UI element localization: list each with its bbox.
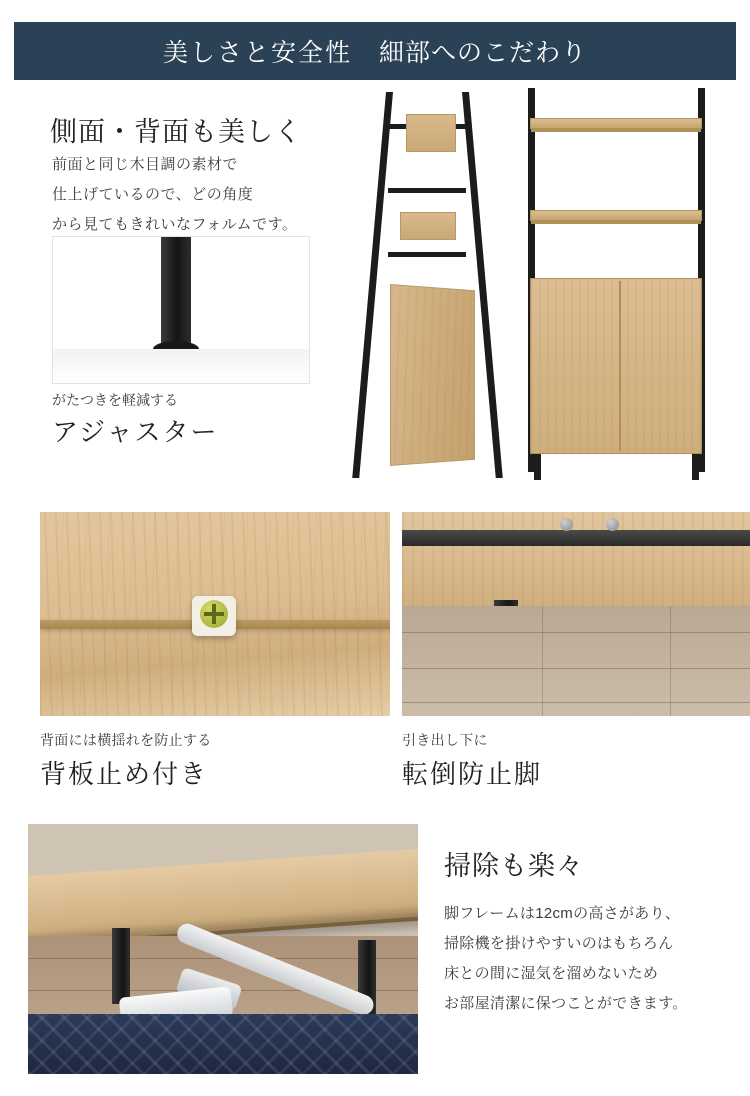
- metal-leg: [161, 236, 191, 347]
- floor-plank-line: [402, 668, 750, 669]
- banner-title-sub: 細部へのこだわり: [378, 39, 587, 67]
- ladder-rack-photo: [334, 88, 736, 488]
- card-caption-small: 引き出し下に: [402, 732, 488, 748]
- rack-rung: [388, 252, 466, 257]
- section-side-back-body: [52, 150, 297, 240]
- section-side-back-heading: 側面・背面も美しく: [50, 117, 302, 147]
- rack-shelf-board: [530, 210, 702, 221]
- floor-surface: [53, 349, 309, 383]
- cleaning-text-block: [444, 844, 744, 1019]
- wood-grain-texture: [402, 512, 750, 612]
- rack-post-left: [352, 92, 393, 478]
- cleaning-line-4: お部屋清潔に保つことができます。: [444, 995, 688, 1012]
- rack-shelf-board: [406, 114, 456, 152]
- cleaning-heading: 掃除も楽々: [444, 851, 584, 881]
- floor-surface: [402, 606, 750, 716]
- rack-front-view: [512, 88, 720, 480]
- feature-card-back-panel: [40, 512, 390, 791]
- header-banner: [14, 22, 736, 80]
- banner-title: [163, 33, 587, 69]
- floor-plank-line: [402, 632, 750, 633]
- rack-cabinet-front: [530, 278, 702, 454]
- drawer-slide-rail: [402, 530, 750, 546]
- banner-title-main: 美しさと安全性: [163, 39, 353, 67]
- cabinet-door-divider: [619, 281, 621, 451]
- body-line-3: から見てもきれいなフォルムです。: [52, 216, 298, 233]
- card-caption-large: 転倒防止脚: [402, 759, 543, 789]
- back-panel-screw-photo: [40, 512, 390, 716]
- cleaning-line-3: 床との間に湿気を溜めないため: [444, 965, 659, 982]
- furniture-leg: [112, 928, 130, 1004]
- adjuster-closeup-photo: [52, 236, 310, 384]
- cleaning-line-1: 脚フレームは12cmの高さがあり、: [444, 905, 681, 922]
- cleaning-body: [444, 899, 744, 1019]
- body-line-1: 前面と同じ木目調の素材で: [52, 156, 239, 173]
- drawer-rail-photo: [402, 512, 750, 716]
- body-line-2: 仕上げているので、どの角度: [52, 186, 254, 203]
- vacuum-under-furniture-photo: [28, 824, 418, 1074]
- wood-grain-texture: [531, 279, 701, 453]
- rack-cabinet-side: [390, 284, 475, 466]
- board-edge: [531, 220, 701, 224]
- floor-plank-line: [402, 702, 750, 703]
- bolt-icon: [606, 518, 619, 531]
- rug-pattern: [28, 1014, 418, 1074]
- rack-shelf-board: [530, 118, 702, 129]
- wood-panel: [402, 512, 750, 612]
- feature-cards-section: [14, 512, 736, 802]
- rack-foot: [692, 454, 699, 480]
- section-side-back: [14, 88, 736, 508]
- rack-shelf-board: [400, 212, 456, 240]
- adjuster-caption-small: がたつきを軽減する: [52, 392, 178, 408]
- card-caption-small: 背面には横揺れを防止する: [40, 732, 212, 748]
- board-edge: [531, 128, 701, 132]
- bolt-icon: [560, 518, 573, 531]
- adjuster-caption-large: アジャスター: [52, 417, 219, 447]
- rack-foot: [534, 454, 541, 480]
- rack-side-view: [354, 92, 484, 482]
- floor-seam-line: [670, 606, 671, 716]
- screw-head-icon: [200, 600, 228, 628]
- feature-card-anti-tip-leg: [402, 512, 750, 791]
- rug: [28, 1014, 418, 1074]
- cleaning-line-2: 掃除機を掛けやすいのはもちろん: [444, 935, 674, 952]
- card-caption-large: 背板止め付き: [40, 759, 209, 789]
- floor-seam-line: [542, 606, 543, 716]
- section-cleaning: [14, 824, 736, 1082]
- rack-rung: [388, 188, 466, 193]
- wood-grain-texture: [391, 285, 474, 465]
